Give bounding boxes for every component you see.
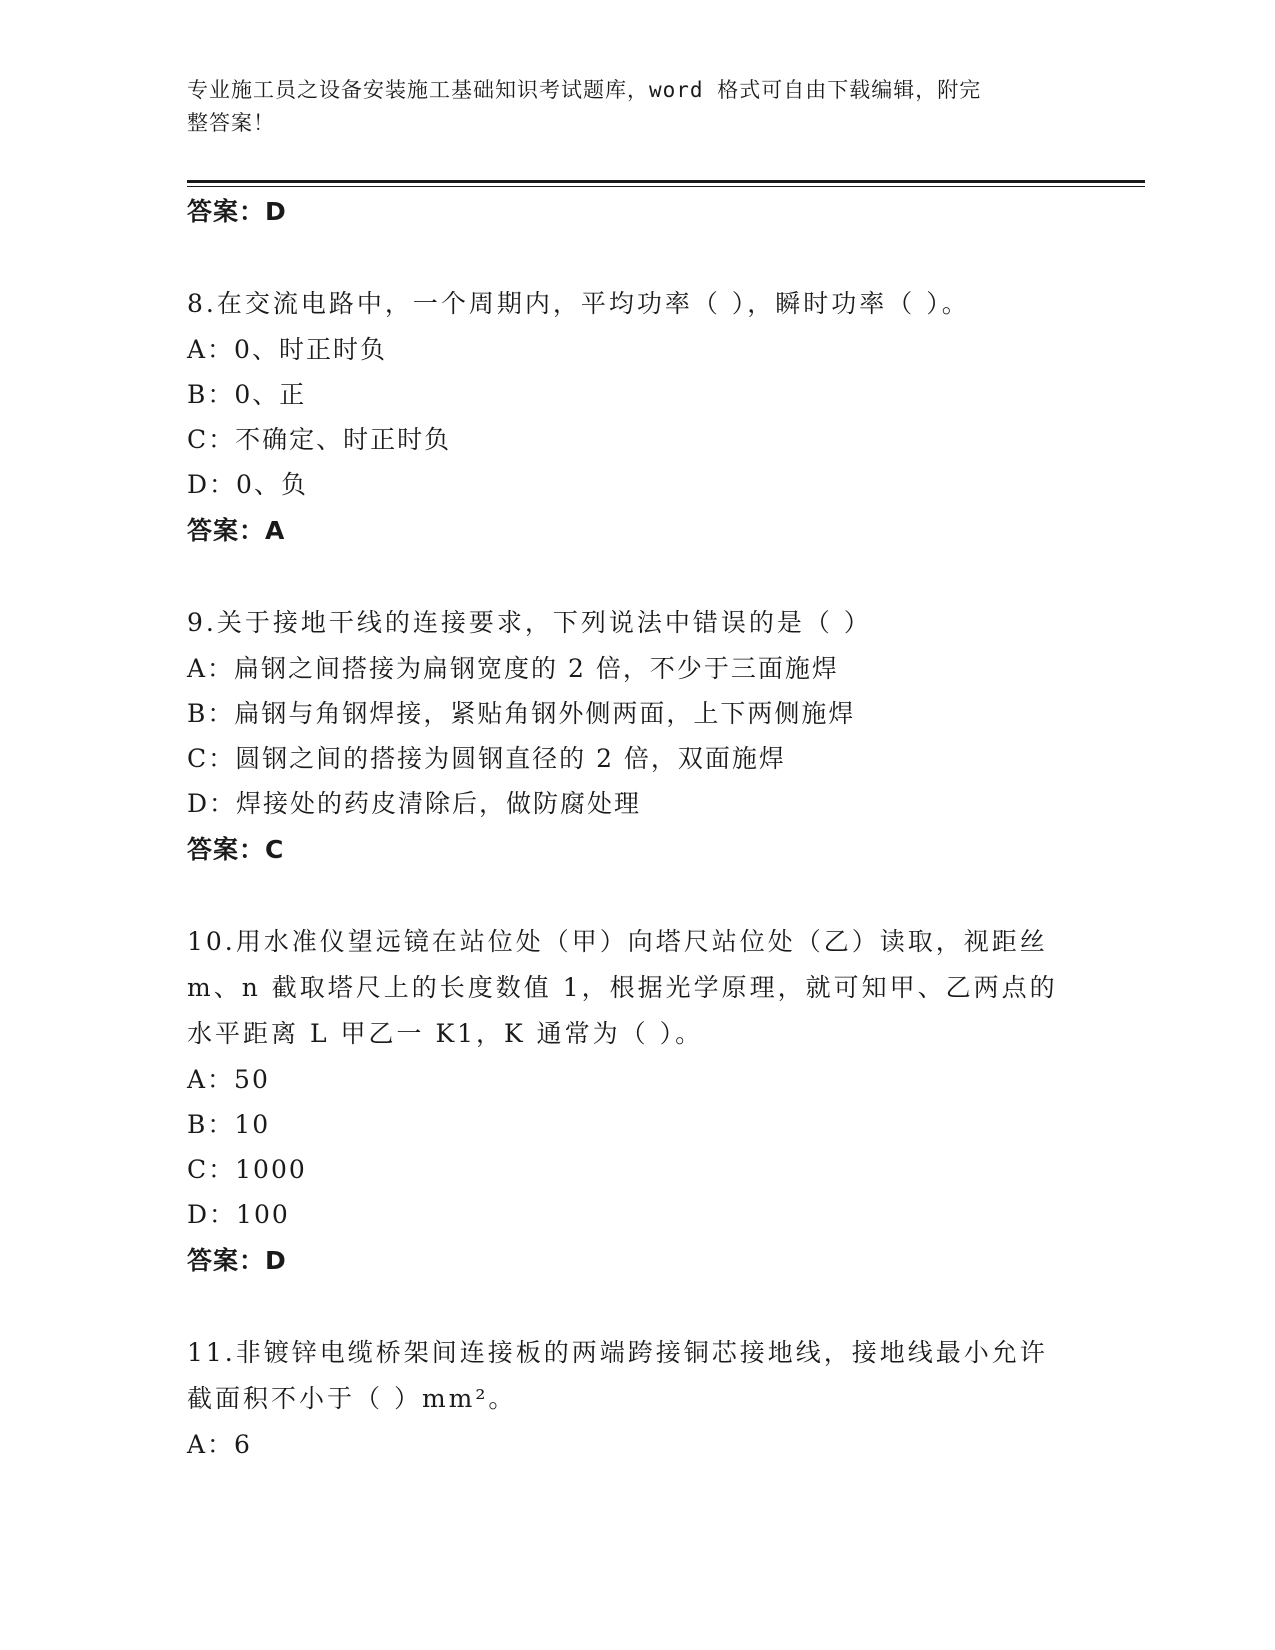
answer-line: 答案：D: [187, 1246, 287, 1275]
question-text: 8.在交流电路中，一个周期内，平均功率（ ），瞬时功率（ ）。: [187, 289, 970, 318]
option-c: C：1000: [187, 1155, 307, 1184]
question-text: 9.关于接地干线的连接要求，下列说法中错误的是（ ）: [187, 608, 872, 637]
question-text-line-3: 水平距离 L 甲乙一 K1，K 通常为（ ）。: [187, 1019, 704, 1048]
answer-line: 答案：C: [187, 835, 285, 864]
option-d: D：焊接处的药皮清除后，做防腐处理: [187, 789, 642, 818]
option-d: D：100: [187, 1200, 290, 1229]
option-a: A：扁钢之间搭接为扁钢宽度的 2 倍，不少于三面施焊: [187, 654, 839, 683]
question-text-line-1: 11.非镀锌电缆桥架间连接板的两端跨接铜芯接地线，接地线最小允许: [187, 1338, 1048, 1367]
answer-line: 答案：A: [187, 516, 286, 545]
option-a: A：0、时正时负: [187, 335, 387, 364]
option-b: B：扁钢与角钢焊接，紧贴角钢外侧两面，上下两侧施焊: [187, 699, 856, 728]
question-item: [187, 600, 1087, 872]
header-divider-thin: [187, 186, 1145, 187]
header-line-2: 整答案！: [187, 111, 275, 135]
question-text-line-2: m、n 截取塔尺上的长度数值 1，根据光学原理，就可知甲、乙两点的: [187, 973, 1058, 1002]
header-line-1: 专业施工员之设备安装施工基础知识考试题库，word 格式可自由下载编辑，附完: [187, 78, 982, 102]
question-list: [187, 188, 1087, 1467]
option-c: C：圆钢之间的搭接为圆钢直径的 2 倍，双面施焊: [187, 744, 786, 773]
question-item: [187, 919, 1087, 1283]
option-b: B：10: [187, 1110, 271, 1139]
document-header: [187, 74, 1067, 140]
question-text-line-1: 10.用水准仪望远镜在站位处（甲）向塔尺站位处（乙）读取，视距丝: [187, 927, 1048, 956]
option-d: D：0、负: [187, 470, 308, 499]
question-text-line-2: 截面积不小于（ ）mm²。: [187, 1384, 517, 1413]
answer-line: 答案：D: [187, 197, 287, 226]
option-c: C：不确定、时正时负: [187, 425, 452, 454]
question-item: [187, 281, 1087, 553]
header-divider-thick: [187, 180, 1145, 183]
question-item: [187, 1330, 1087, 1467]
option-a: A：50: [187, 1065, 270, 1094]
option-a: A：6: [187, 1430, 252, 1459]
option-b: B：0、正: [187, 380, 307, 409]
